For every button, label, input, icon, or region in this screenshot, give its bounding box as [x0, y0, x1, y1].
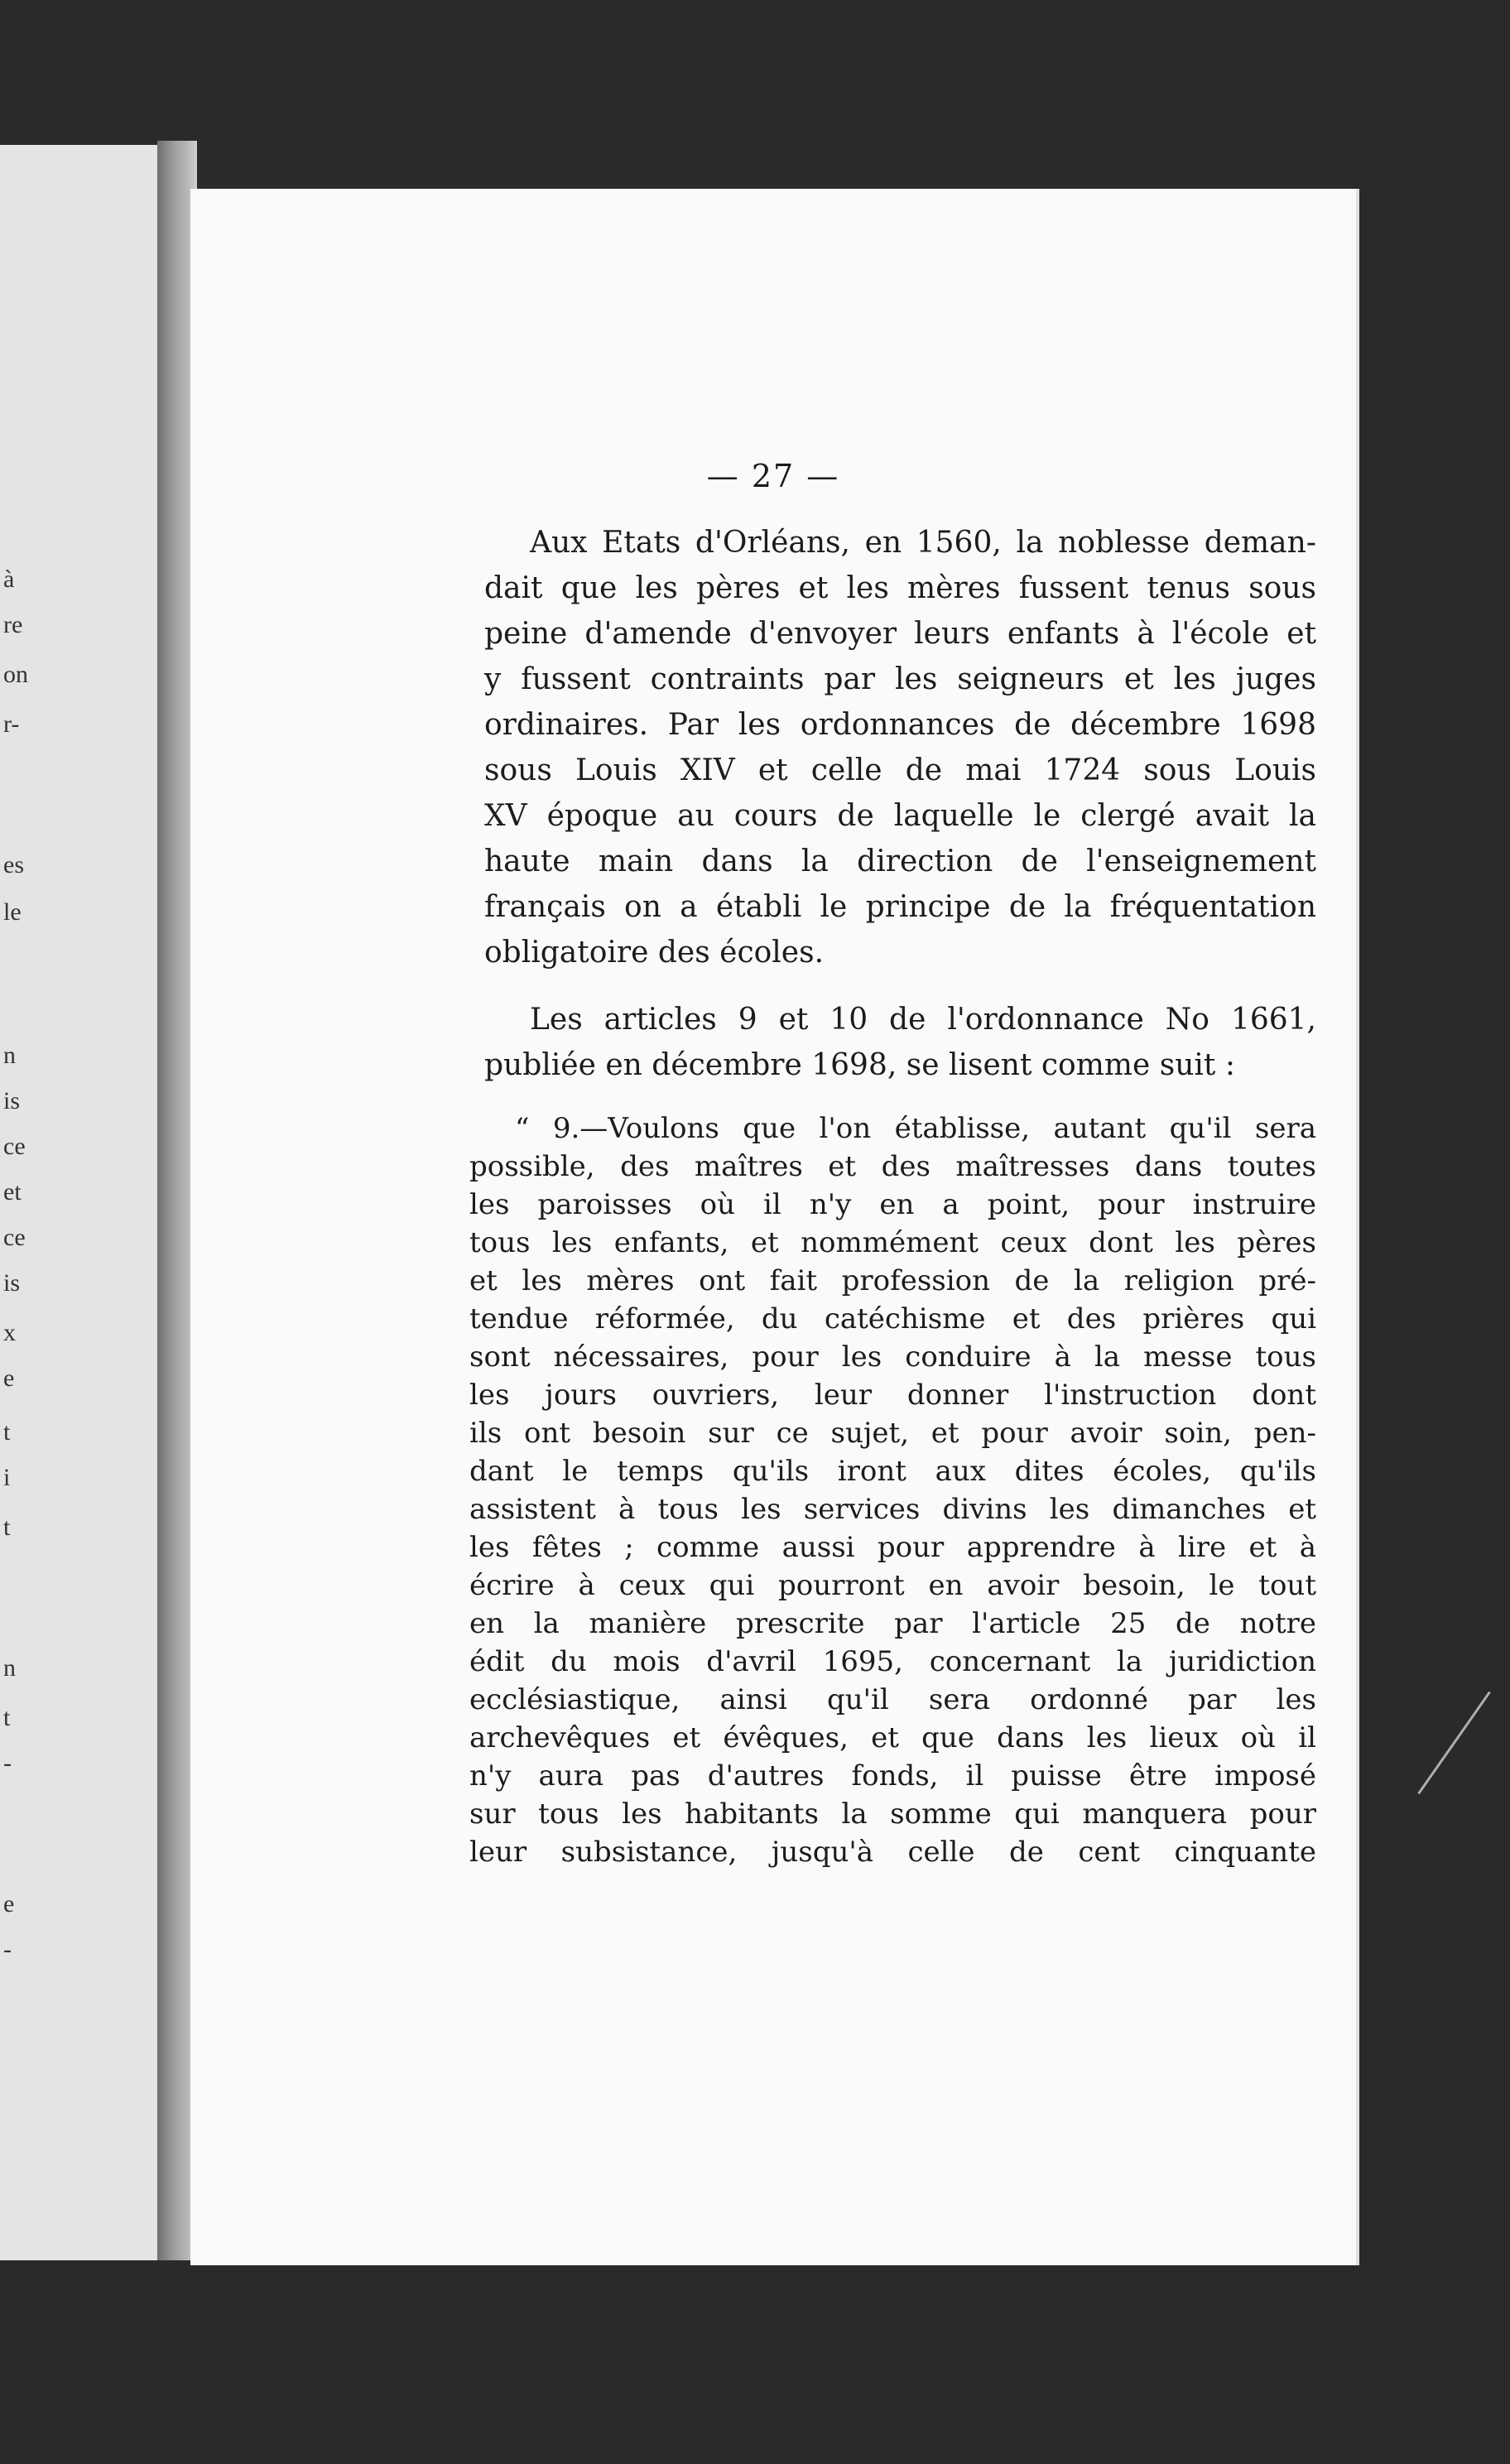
left-margin-fragment: e — [3, 1364, 15, 1392]
text-line: ils ont besoin sur ce sujet, et pour avoir soin, pen- — [469, 1417, 1316, 1450]
left-page-edge — [0, 145, 170, 2260]
left-margin-fragment: e — [3, 1890, 15, 1918]
left-margin-fragment: et — [3, 1178, 22, 1206]
text-line: Aux Etats d'Orléans, en 1560, la noblesse deman- — [530, 526, 1316, 560]
left-margin-fragment: i — [3, 1464, 11, 1491]
text-line: leur subsistance, jusqu'à celle de cent cinquante — [469, 1836, 1316, 1869]
text-line: édit du mois d'avril 1695, concernant la juridiction — [469, 1645, 1316, 1678]
paragraph-2 — [484, 997, 1316, 1088]
left-margin-fragment: is — [3, 1087, 21, 1114]
text-line: les paroisses où il n'y en a point, pour instruire — [469, 1188, 1316, 1221]
text-line: tendue réformée, du catéchisme et des prières qui — [469, 1302, 1316, 1335]
text-line: possible, des maîtres et des maîtresses dans toutes — [469, 1150, 1316, 1183]
text-line: publiée en décembre 1698, se lisent comme suit : — [484, 1048, 1235, 1082]
left-margin-fragment: ce — [3, 1224, 26, 1251]
left-margin-fragment: ce — [3, 1133, 26, 1160]
text-line: sur tous les habitants la somme qui manquera pour — [469, 1797, 1316, 1831]
text-line: sont nécessaires, pour les conduire à la messe tous — [469, 1340, 1316, 1374]
text-line: XV époque au cours de laquelle le clergé avait la — [484, 799, 1316, 833]
left-margin-fragment: n — [3, 1042, 16, 1069]
left-margin-fragment: x — [3, 1319, 16, 1346]
text-line: dant le temps qu'ils iront aux dites écoles, qu'ils — [469, 1455, 1316, 1488]
text-line: en la manière prescrite par l'article 25 de notre — [469, 1607, 1316, 1640]
text-line: ordinaires. Par les ordonnances de décembre 1698 — [484, 708, 1316, 742]
left-margin-fragment: r- — [3, 710, 20, 738]
text-line: Les articles 9 et 10 de l'ordonnance No 1661, — [530, 1003, 1316, 1037]
text-line: français on a établi le principe de la fréquentation — [484, 890, 1316, 924]
text-line: assistent à tous les services divins les dimanches et — [469, 1493, 1316, 1526]
left-page-cropped-text — [0, 145, 50, 2260]
text-line: “ 9.—Voulons que l'on établisse, autant qu'il sera — [515, 1112, 1316, 1145]
right-page — [190, 189, 1356, 2265]
text-line: obligatoire des écoles. — [484, 936, 825, 970]
text-line: et les mères ont fait profession de la religion pré- — [469, 1264, 1316, 1297]
page-number: — 27 — — [706, 458, 840, 494]
text-line: sous Louis XIV et celle de mai 1724 sous Louis — [484, 753, 1316, 787]
left-margin-fragment: - — [3, 1936, 12, 1963]
paragraph-1 — [484, 520, 1316, 975]
text-line: archevêques et évêques, et que dans les lieux où il — [469, 1721, 1316, 1754]
text-line: écrire à ceux qui pourront en avoir besoin, le tout — [469, 1569, 1316, 1602]
left-margin-fragment: t — [3, 1514, 11, 1541]
text-line: ecclésiastique, ainsi qu'il sera ordonné par les — [469, 1683, 1316, 1716]
text-line: haute main dans la direction de l'enseignement — [484, 845, 1316, 878]
left-margin-fragment: t — [3, 1704, 11, 1731]
text-line: y fussent contraints par les seigneurs et les juges — [484, 662, 1316, 696]
left-margin-fragment: on — [3, 661, 28, 688]
text-line: les fêtes ; comme aussi pour apprendre à lire et à — [469, 1531, 1316, 1564]
page-body — [469, 520, 1316, 1893]
scan-artifact-line — [1417, 1692, 1490, 1795]
left-margin-fragment: le — [3, 898, 22, 926]
left-margin-fragment: t — [3, 1418, 11, 1446]
text-line: tous les enfants, et nommément ceux dont les pères — [469, 1226, 1316, 1259]
left-margin-fragment: es — [3, 851, 24, 878]
text-line: les jours ouvriers, leur donner l'instruction dont — [469, 1379, 1316, 1412]
text-line: dait que les pères et les mères fussent tenus sous — [484, 571, 1316, 605]
text-line: peine d'amende d'envoyer leurs enfants à l'école et — [484, 617, 1316, 651]
left-margin-fragment: à — [3, 565, 15, 593]
left-margin-fragment: is — [3, 1269, 21, 1297]
left-margin-fragment: re — [3, 611, 23, 638]
left-margin-fragment: - — [3, 1749, 12, 1777]
left-margin-fragment: n — [3, 1654, 16, 1682]
quoted-article-9 — [469, 1109, 1316, 1871]
text-line: n'y aura pas d'autres fonds, il puisse être imposé — [469, 1759, 1316, 1793]
